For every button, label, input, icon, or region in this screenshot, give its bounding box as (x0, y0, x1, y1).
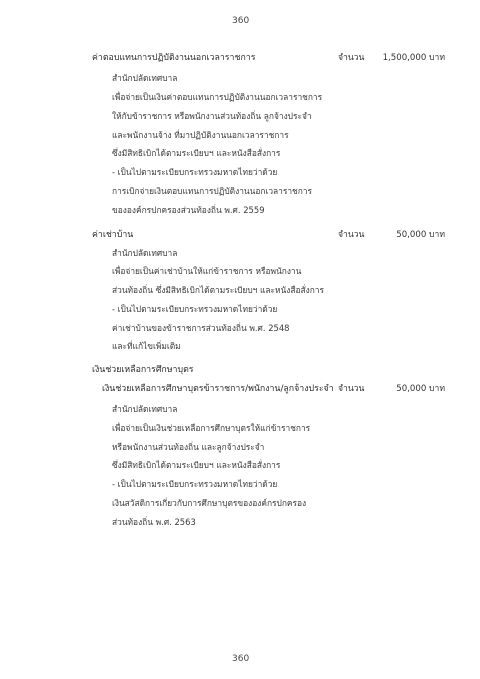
description-line: - เป็นไปตามระเบียบกระทรวงมหาดไทยว่าด้วย (112, 167, 278, 177)
description-line: - เป็นไปตามระเบียบกระทรวงมหาดไทยว่าด้วย (112, 479, 278, 489)
description-line: เพื่อจ่ายเป็นเงินช่วยเหลือการศึกษาบุตรให้แก่ข้าราชการ (112, 423, 311, 433)
description-line: การเบิกจ่ายเงินตอบแทนการปฏิบัติงานนอกเวลาราชการ (112, 186, 313, 196)
description-line: - เป็นไปตามระเบียบกระทรวงมหาดไทยว่าด้วย (112, 304, 278, 314)
quantity-label: จำนวน (338, 230, 365, 240)
section-title: ค่าตอบแทนการปฏิบัติงานนอกเวลาราชการ (92, 53, 256, 63)
description-line: เพื่อจ่ายเป็นค่าเช่าบ้านให้แก่ข้าราชการ หรือพนักงาน (112, 266, 302, 276)
amount-value: 50,000 บาท (396, 230, 445, 240)
description-line: ซึ่งมีสิทธิเบิกได้ตามระเบียบฯ และหนังสือสั่งการ (112, 148, 281, 158)
description-line: ค่าเช่าบ้านของข้าราชการส่วนท้องถิ่น พ.ศ. 2548 (112, 323, 290, 333)
quantity-label: จำนวน (338, 53, 365, 63)
description-line: หรือพนักงานส่วนท้องถิ่น และลูกจ้างประจำ (112, 442, 265, 452)
description-line: สำนักปลัดเทศบาล (112, 73, 178, 83)
description-line: สำนักปลัดเทศบาล (112, 248, 178, 258)
description-line: ให้กับข้าราชการ หรือพนักงานส่วนท้องถิ่น ลูกจ้างประจำ (112, 111, 312, 121)
amount-value: 50,000 บาท (396, 384, 445, 394)
description-line: เพื่อจ่ายเป็นเงินค่าตอบแทนการปฏิบัติงานนอกเวลาราชการ (112, 92, 323, 102)
description-line: ส่วนท้องถิ่น ซึ่งมีสิทธิเบิกได้ตามระเบียบฯ และหนังสือสั่งการ (112, 285, 324, 295)
page-number-bottom: 360 (232, 654, 250, 664)
amount-value: 1,500,000 บาท (382, 53, 445, 63)
description-line: ซึ่งมีสิทธิเบิกได้ตามระเบียบฯ และหนังสือสั่งการ (112, 460, 281, 470)
description-line: ส่วนท้องถิ่น พ.ศ. 2563 (112, 517, 196, 527)
quantity-label: จำนวน (338, 384, 365, 394)
section-title: เงินช่วยเหลือการศึกษาบุตร (92, 365, 194, 375)
description-line: และพนักงานจ้าง ที่มาปฏิบัติงานนอกเวลาราชการ (112, 130, 289, 140)
description-line: และที่แก้ไขเพิ่มเติม (112, 341, 181, 351)
description-line: สำนักปลัดเทศบาล (112, 404, 178, 414)
description-line: ขององค์กรปกครองส่วนท้องถิ่น พ.ศ. 2559 (112, 205, 265, 215)
section-title: ค่าเช่าบ้าน (92, 230, 134, 240)
description-line: เงินสวัสดิการเกี่ยวกับการศึกษาบุตรขององค์กรปกครอง (112, 498, 307, 508)
section-subtitle: เงินช่วยเหลือการศึกษาบุตรข้าราชการ/พนักงาน/ลูกจ้างประจำ (102, 384, 334, 394)
page-number-top: 360 (232, 16, 250, 26)
